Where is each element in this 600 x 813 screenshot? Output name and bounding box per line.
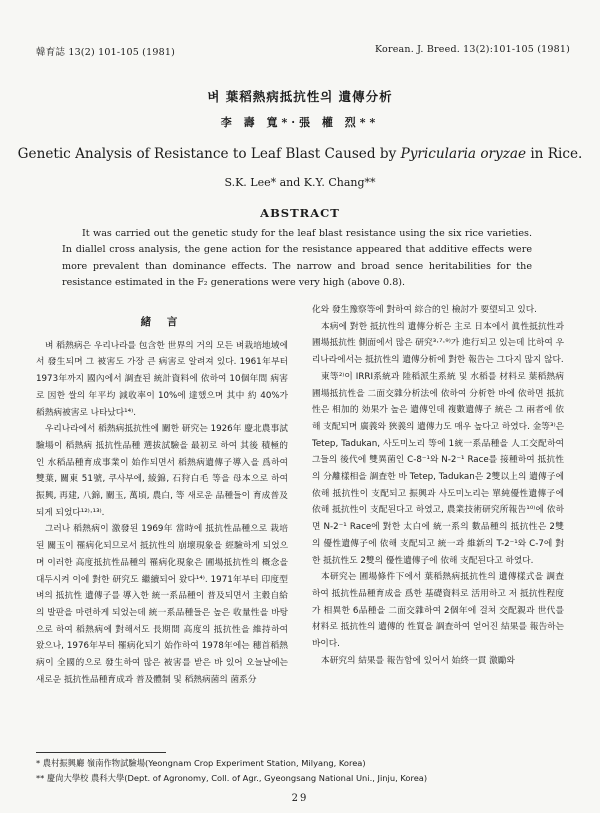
abstract-text: It was carried out the genetic study for the leaf blast resistance using the six rice varieties. In diallel cross analysis, the gene action for the resistance appeared that additive effects were more prevalent than dominance effects. The narrow and broad sence heritabilities for the resistance estimated in the F₂ generations were very high (above 0.8). xyxy=(62,228,532,288)
abstract-heading: ABSTRACT xyxy=(260,206,340,220)
species-name: Pyricularia oryzae xyxy=(400,146,527,162)
paragraph: 東等²⁾이 IRRI系統과 陸稻派生系統 및 水稻를 材料로 葉稻熱病 圃場抵抗性을 二面交雜分析法에 依하여 分析한 바에 依하면 抵抗性은 相加的 効果가 높은 遺傳인데 複數遺傳子 統은 그 兩者에 依해 支配되며 廣義와 狹義의 遺傳力도 매우 높다고 하였다. 金等³⁾은 Tetep, Tadukan, 사도미노리 等에 1統一系品種을 人工交配하여 그들의 後代에 雙異菌인 C-8⁻¹와 N-2⁻¹ Race를 接種하여 抵抗性의 分離樣相을 調査한 바 Tetep, Tadukan은 2雙以上의 遺傳子에 依해 抵抗性이 支配되고 振興과 사도미노리는 單純優性遺傳子에 依해 抵抗性이 支配된다고 하였고, 農業技術研究所報告¹⁰⁾에 依하면 N-2⁻¹ Race에 對한 太白에 統一系의 數品種의 抵抗性은 2雙의 優性遺傳子에 依해 支配되고 統一과 維新의 T-2⁻¹와 C-7에 對한 抵抗性도 2雙의 優性遺傳子에 依해 支配된다고 하였다. xyxy=(312,371,564,566)
paragraph: 그러나 稻熱病이 激發된 1969年 當時에 抵抗性品種으로 栽培된 關玉이 罹病化되므로서 抵抗性의 崩壞現象을 經驗하게 되었으며 이러한 高度抵抗性品種의 罹病化現象은 圃場抵抗性의 概念을 대두시켜 이에 對한 研究도 繼續되어 왔다¹⁴⁾. 1971年부터 印度型 벼의 抵抗性 遺傳子를 導入한 統一系品種이 普及되면서 主穀自給의 발판을 마련하게 되었는데 統一系品種들은 높은 收量性을 바탕으로 하여 稻熱病에 對해서도 長期間 高度의 抵抗性을 維持하여 왔으나, 1976年부터 罹病化되기 始作하여 1978年에는 穗首稻熱病이 全國的으로 發生하여 많은 被害를 받은 바 있어 오늘날에는 새로운 抵抗性品種育成과 普及體制 및 稻熱病菌의 菌系分 xyxy=(36,524,288,685)
korean-title: 벼 葉稻熱病抵抗性의 遺傳分析 xyxy=(207,89,393,104)
paragraph: 本研究의 結果를 報告함에 있어서 始終一貫 激勵와 xyxy=(321,655,515,666)
paragraph: 本病에 對한 抵抗性의 遺傳分析은 主로 日本에서 眞性抵抗性과 圃場抵抗性 側面에서 많은 研究³·⁷·⁹⁾가 進行되고 있는데 比하여 우리나라에서는 抵抗性의 遺傳分析에 對한 報告는 그다지 많지 않다. xyxy=(312,321,564,366)
english-title-suffix: in Rice. xyxy=(526,146,583,162)
left-column xyxy=(36,302,288,688)
footnote-divider xyxy=(36,752,166,753)
english-title-prefix: Genetic Analysis of Resistance to Leaf Blast Caused by xyxy=(17,146,401,162)
paragraph: 벼 稻熱病은 우리나라를 包含한 世界의 거의 모든 벼栽培地域에서 發生되며 그 被害도 가장 큰 病害로 알려져 있다. 1961年부터 1973年까지 國內에서 調査된 統計資料에 依하여 10個年間 病害로 因한 쌀의 年平均 減收率이 10%에 達했으며 其中 約 40%가 稻熱病被害로 나타났다¹⁴⁾. xyxy=(36,340,288,418)
right-column xyxy=(312,302,564,669)
paragraph: 化와 發生豫察等에 對하여 綜合的인 檢討가 要望되고 있다. xyxy=(312,305,537,315)
footnote-2: ** 慶尙大學校 農科大學(Dept. of Agronomy, Coll. of Agr., Gyeongsang National Uni., Jinju, Korea) xyxy=(36,773,428,783)
english-title xyxy=(0,146,600,162)
paragraph: 本研究는 圃場條件下에서 葉稻熱病抵抗性의 遺傳樣式을 調査하여 抵抗性品種育成을 爲한 基礎資料로 活用하고 저 抵抗性程度가 相異한 6品種을 二面交雜하여 2個年에 걸쳐 交配親과 世代를 材料로 抵抗性의 遺傳的 性質을 調査하여 얻어진 結果를 報告하는 바이다. xyxy=(312,572,564,650)
english-authors: S.K. Lee* and K.Y. Chang** xyxy=(224,176,376,189)
footnote-1: * 農村振興廳 嶺南作物試驗場(Yeongnam Crop Experiment Station, Milyang, Korea) xyxy=(36,758,366,768)
page-number: 29 xyxy=(291,793,309,804)
header-left: 韓育誌 13(2) 101-105 (1981) xyxy=(36,47,175,58)
korean-authors: 李 壽 寬*·張 權 烈** xyxy=(220,116,380,129)
paragraph: 우리나라에서 稻熱病抵抗性에 關한 研究는 1926年 慶北農事試驗場이 稻熱病 抵抗性品種 選拔試驗을 最初로 하여 其後 積極的인 水稻品種育成事業이 始作되면서 稻熱病遺傳子導入을 爲하여 雙葉, 關東 51號, 쿠사부에, 綾錦, 石狩白毛 等을 母本으로 하여 振興, 再建, 八錦, 關玉, 萬頃, 農白, 等 새로운 品種들이 育成普及되게 되었다¹²⁾·¹³⁾. xyxy=(36,424,288,518)
header-right: Korean. J. Breed. 13(2):101-105 (1981) xyxy=(375,44,570,55)
section-heading: 緒 言 xyxy=(140,316,184,328)
